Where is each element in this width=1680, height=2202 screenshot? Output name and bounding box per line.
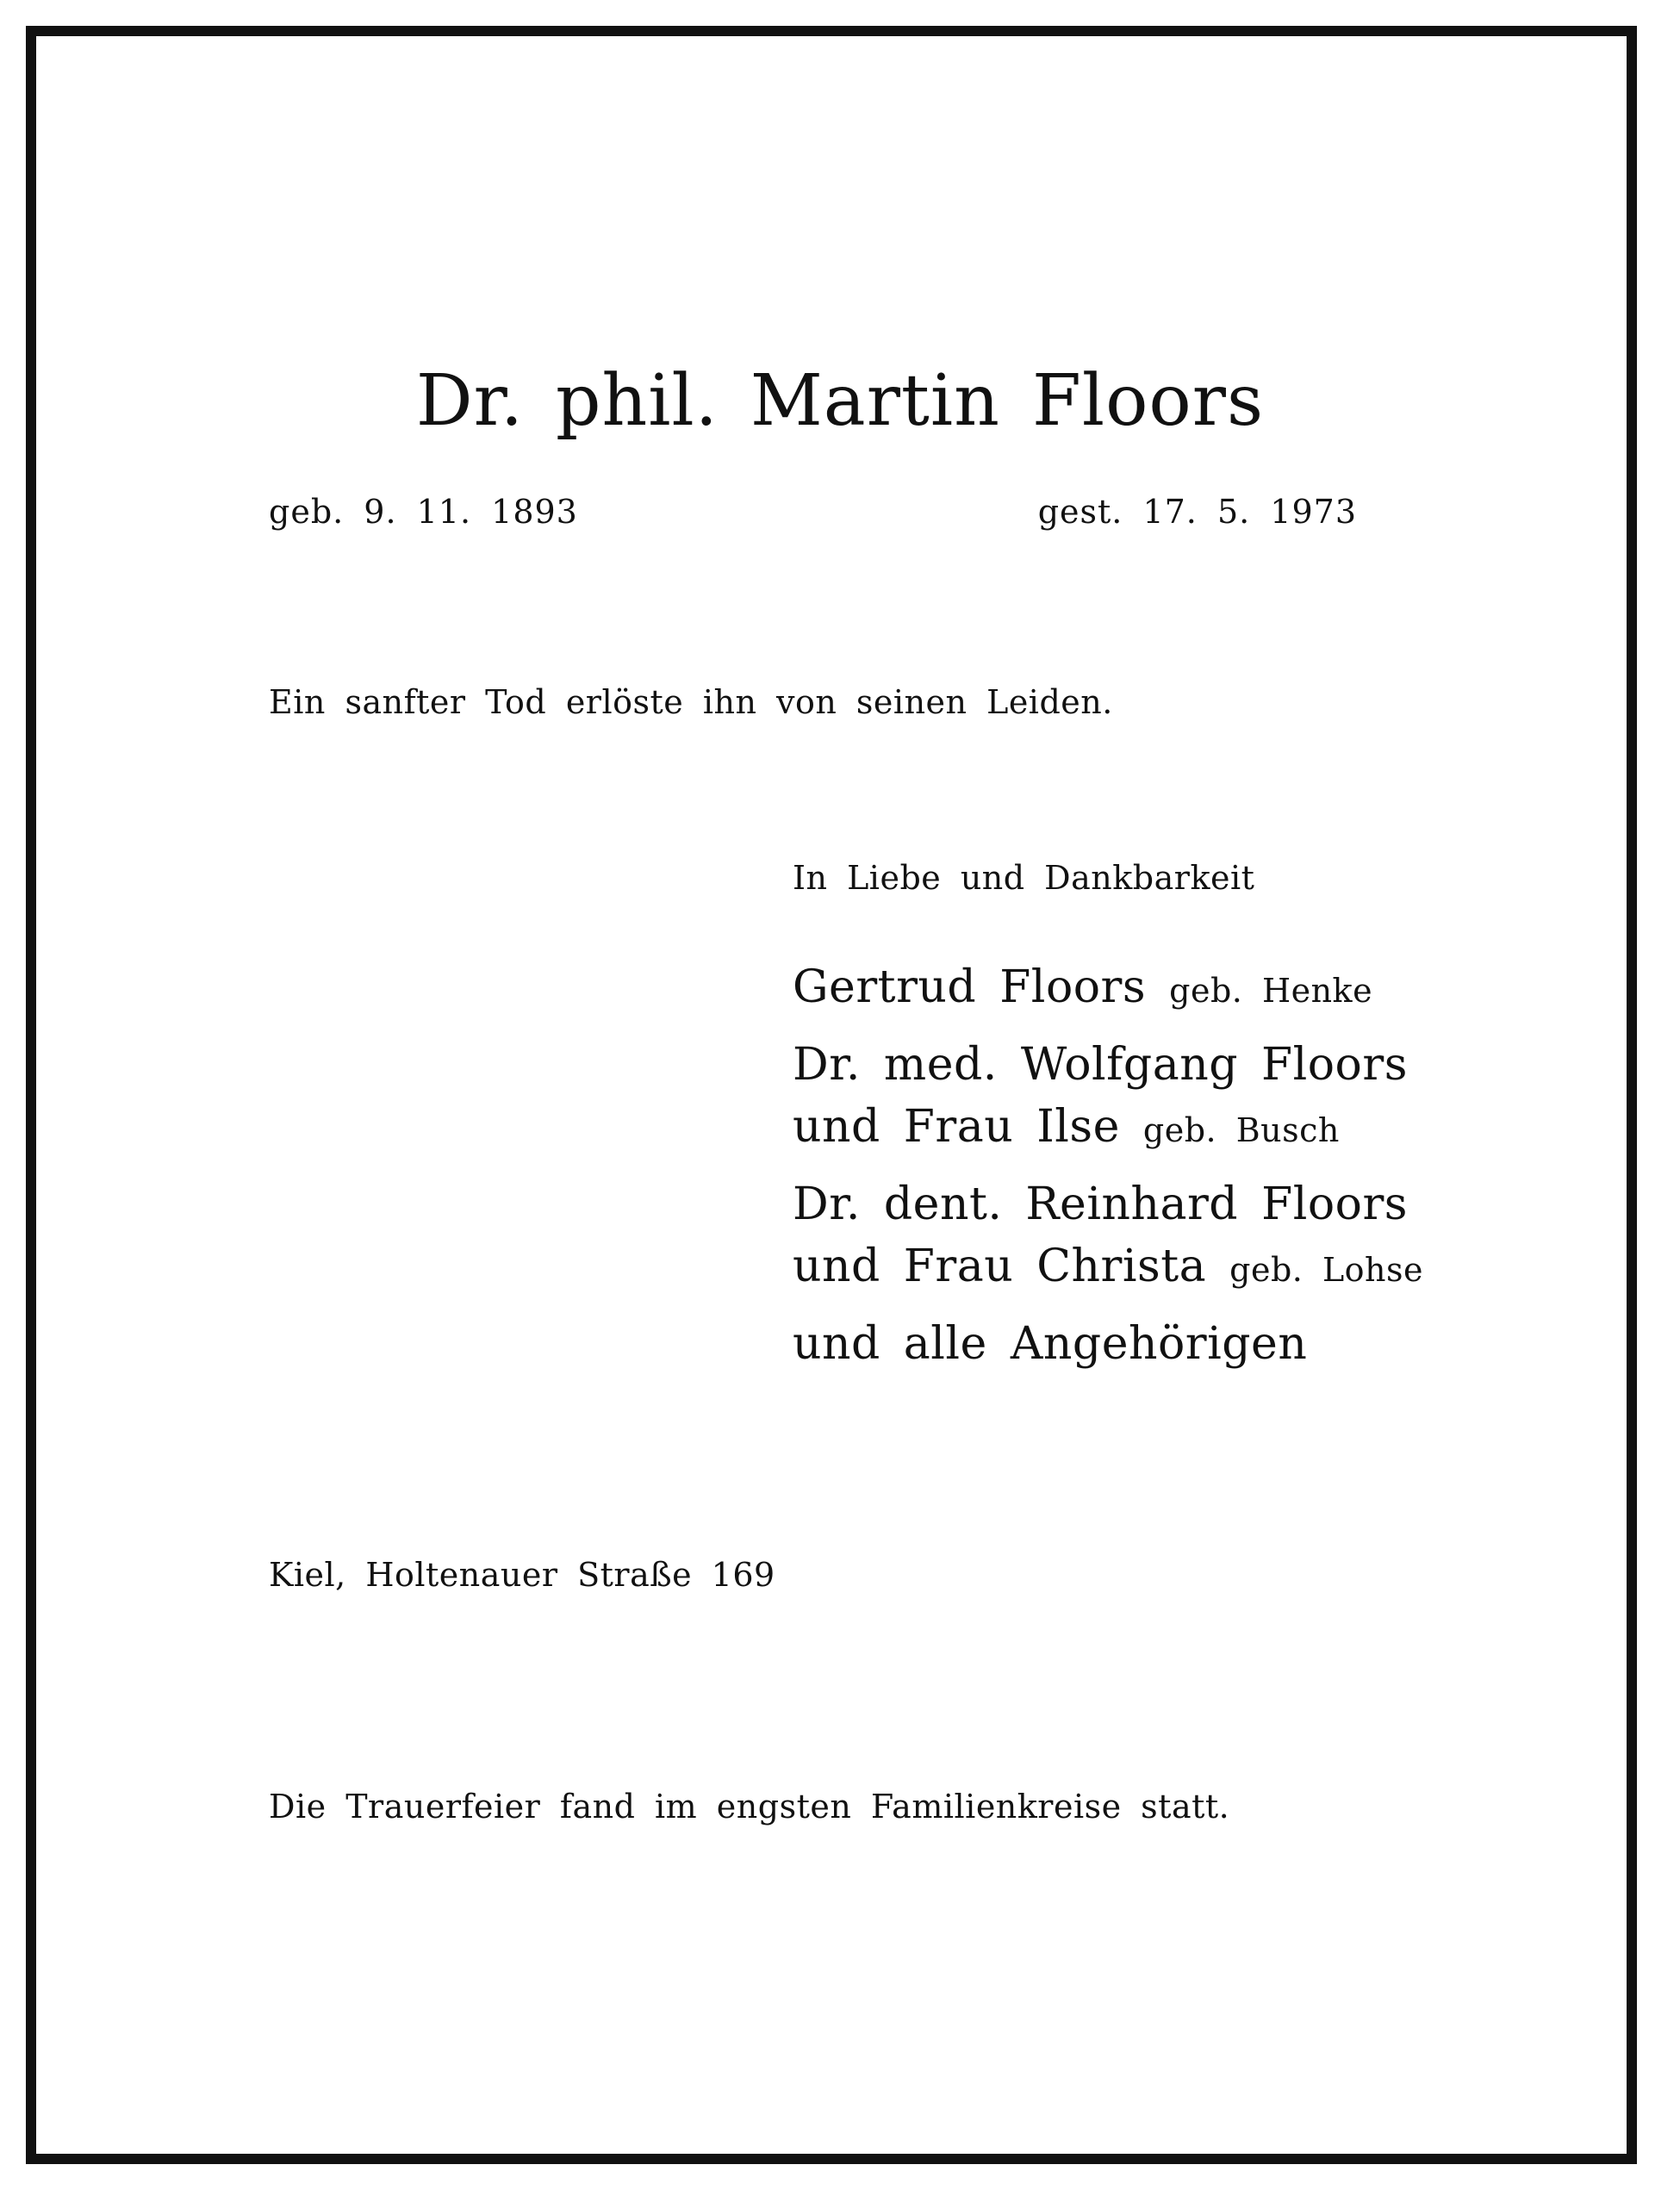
memorial-quote: Ein sanfter Tod erlöste ihn von seinen Leiden.: [269, 683, 1113, 721]
mourner-name: und Frau Ilse: [793, 1101, 1120, 1153]
mourner-entry: [793, 1173, 1423, 1235]
mourner-name: Dr. med. Wolfgang Floors: [793, 1039, 1408, 1091]
mourner-name: Dr. dent. Reinhard Floors: [793, 1179, 1408, 1230]
maiden-name: geb. Busch: [1142, 1111, 1340, 1149]
maiden-name: geb. Henke: [1169, 972, 1373, 1010]
mourner-entry: [793, 1034, 1423, 1096]
mourner-entry: [793, 1235, 1423, 1301]
mourner-name: Gertrud Floors: [793, 961, 1147, 1013]
mourner-entry: [793, 1096, 1423, 1161]
mourner-entry: [793, 1313, 1423, 1375]
funeral-note: Die Trauerfeier fand im engsten Familienkreise statt.: [269, 1788, 1230, 1826]
death-date: gest. 17. 5. 1973: [1037, 493, 1357, 531]
mourners-list: [793, 956, 1423, 1375]
dedication-line: In Liebe und Dankbarkeit: [793, 859, 1255, 897]
birth-date: geb. 9. 11. 1893: [269, 493, 578, 531]
mourner-name: und alle Angehörigen: [793, 1318, 1308, 1370]
maiden-name: geb. Lohse: [1229, 1251, 1424, 1289]
deceased-name: Dr. phil. Martin Floors: [415, 360, 1265, 442]
family-address: Kiel, Holtenauer Straße 169: [269, 1556, 775, 1594]
mourner-name: und Frau Christa: [793, 1241, 1207, 1292]
mourner-entry: [793, 956, 1423, 1022]
